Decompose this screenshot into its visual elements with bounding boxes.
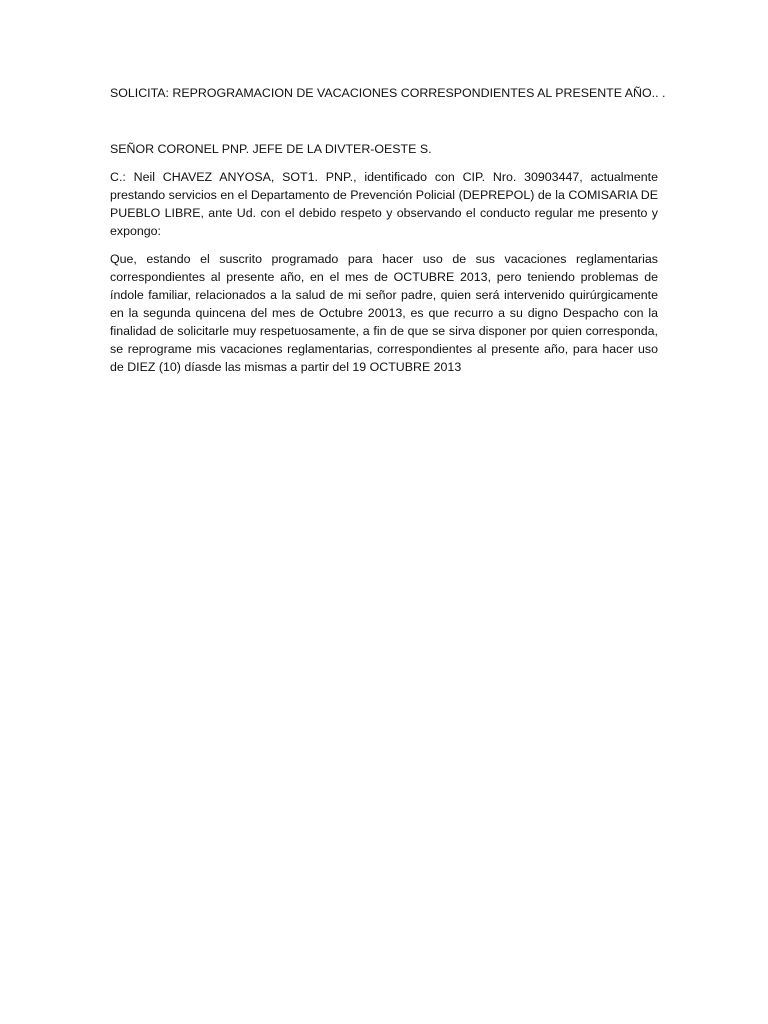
document-subject: SOLICITA: REPROGRAMACION DE VACACIONES CORRESPONDIENTES AL PRESENTE AÑO.. .	[110, 86, 666, 100]
document-addressee: SEÑOR CORONEL PNP. JEFE DE LA DIVTER-OESTE S.	[110, 142, 432, 156]
document-paragraph-intro: C.: Neil CHAVEZ ANYOSA, SOT1. PNP., identificado con CIP. Nro. 30903447, actualmente prestando servicios en el Departamento de Prevención Policial (DEPREPOL) de la COMISARIA DE PUEBLO LIBRE, ante Ud. con el debido respeto y observando el conducto regular me presento y expongo:	[110, 170, 658, 238]
document-paragraph-request: Que, estando el suscrito programado para hacer uso de sus vacaciones reglamentarias correspondientes al presente año, en el mes de OCTUBRE 2013, pero teniendo problemas de índole familiar, relacionados a la salud de mi señor padre, quien será intervenido quirúrgicamente en la segunda quincena del mes de Octubre 20013, es que recurro a su digno Despacho con la finalidad de solicitarle muy respetuosamente, a fin de que se sirva disponer por quien corresponda, se reprograme mis vacaciones reglamentarias, correspondientes al presente año, para hacer uso de DIEZ (10) díasde las mismas a partir del 19 OCTUBRE 2013	[110, 252, 658, 374]
